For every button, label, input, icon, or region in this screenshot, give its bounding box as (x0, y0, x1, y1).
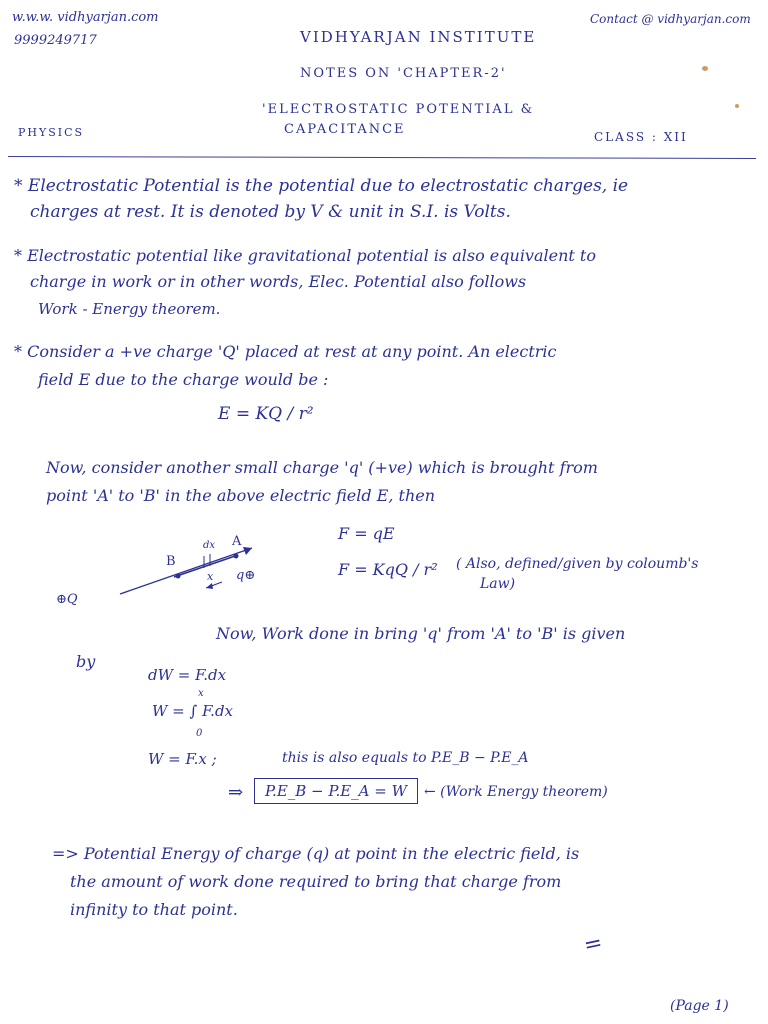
force-note-line-2: Law) (480, 576, 516, 592)
topic-title-line2: CAPACITANCE (284, 122, 406, 137)
contact-text: Contact @ vidhyarjan.com (590, 12, 751, 26)
point-b-dot (176, 574, 181, 579)
topic-title-line1: 'ELECTROSTATIC POTENTIAL & (262, 102, 535, 117)
paragraph-2-line-2: charge in work or in other words, Elec. Potential also follows (30, 272, 527, 291)
end-mark: = (581, 930, 605, 959)
paragraph-4-line-2: point 'A' to 'B' in the above electric field E, then (46, 486, 436, 505)
paragraph-1-line-1: * Electrostatic Potential is the potential due to electrostatic charges, ie (14, 176, 629, 196)
paragraph-4-line-1: Now, consider another small charge 'q' (+ve) which is brought from (46, 458, 598, 477)
website-text: w.w.w. vidhyarjan.com (12, 10, 159, 25)
x-arrow-head (206, 583, 213, 589)
integral-lower-limit: 0 (196, 728, 203, 739)
force-formula-1: F = qE (338, 524, 395, 543)
dw-formula: dW = F.dx (148, 666, 227, 684)
paragraph-6-line-3: infinity to that point. (70, 900, 238, 919)
point-a-dot (234, 554, 239, 559)
page-number: (Page 1) (670, 998, 729, 1014)
electric-field-formula: E = KQ / r² (218, 404, 314, 424)
force-formula-2: F = KqQ / r² (338, 560, 438, 579)
label-source-charge: ⊕Q (56, 592, 78, 607)
institute-title: VIDHYARJAN INSTITUTE (300, 28, 537, 46)
force-note-line-1: ( Also, defined/given by coloumb's (456, 556, 699, 572)
paragraph-6-line-2: the amount of work done required to bring that charge from (70, 872, 562, 891)
class-label: CLASS : XII (594, 130, 688, 144)
paragraph-3-line-2: field E due to the charge would be : (38, 370, 329, 389)
work-energy-note: ← (Work Energy theorem) (424, 784, 608, 800)
paragraph-3-line-1: * Consider a +ve charge 'Q' placed at rest at any point. An electric (14, 342, 557, 361)
paragraph-5-by: by (76, 652, 96, 671)
paragraph-5-line-1: Now, Work done in bring 'q' from 'A' to 'B' is given (216, 624, 626, 643)
label-small-charge: q⊕ (236, 568, 256, 583)
phone-text: 9999249717 (14, 33, 97, 48)
paragraph-2-line-3: Work - Energy theorem. (38, 300, 221, 318)
label-a: A (232, 534, 242, 549)
work-fx-note: this is also equals to P.E_B − P.E_A (282, 750, 529, 766)
implies-arrow: ⇒ (228, 782, 244, 803)
notes-on-title: NOTES ON 'CHAPTER-2' (300, 66, 507, 81)
paragraph-2-line-1: * Electrostatic potential like gravitational potential is also equivalent to (14, 246, 596, 265)
field-line (120, 548, 252, 594)
integral-upper-limit: x (198, 688, 204, 699)
work-integral-formula: W = ∫ F.dx (152, 702, 234, 720)
paragraph-6-line-1: => Potential Energy of charge (q) at point in the electric field, is (52, 844, 580, 863)
label-b: B (166, 554, 176, 569)
paragraph-1-line-2: charges at rest. It is denoted by V & unit in S.I. is Volts. (30, 202, 511, 222)
displacement-segment (174, 555, 238, 577)
label-dx: dx (203, 540, 216, 551)
subject-label: PHYSICS (18, 126, 85, 139)
work-fx-formula: W = F.x ; (148, 750, 217, 768)
work-energy-boxed-formula: P.E_B − P.E_A = W (254, 778, 418, 804)
label-x: x (207, 570, 214, 583)
